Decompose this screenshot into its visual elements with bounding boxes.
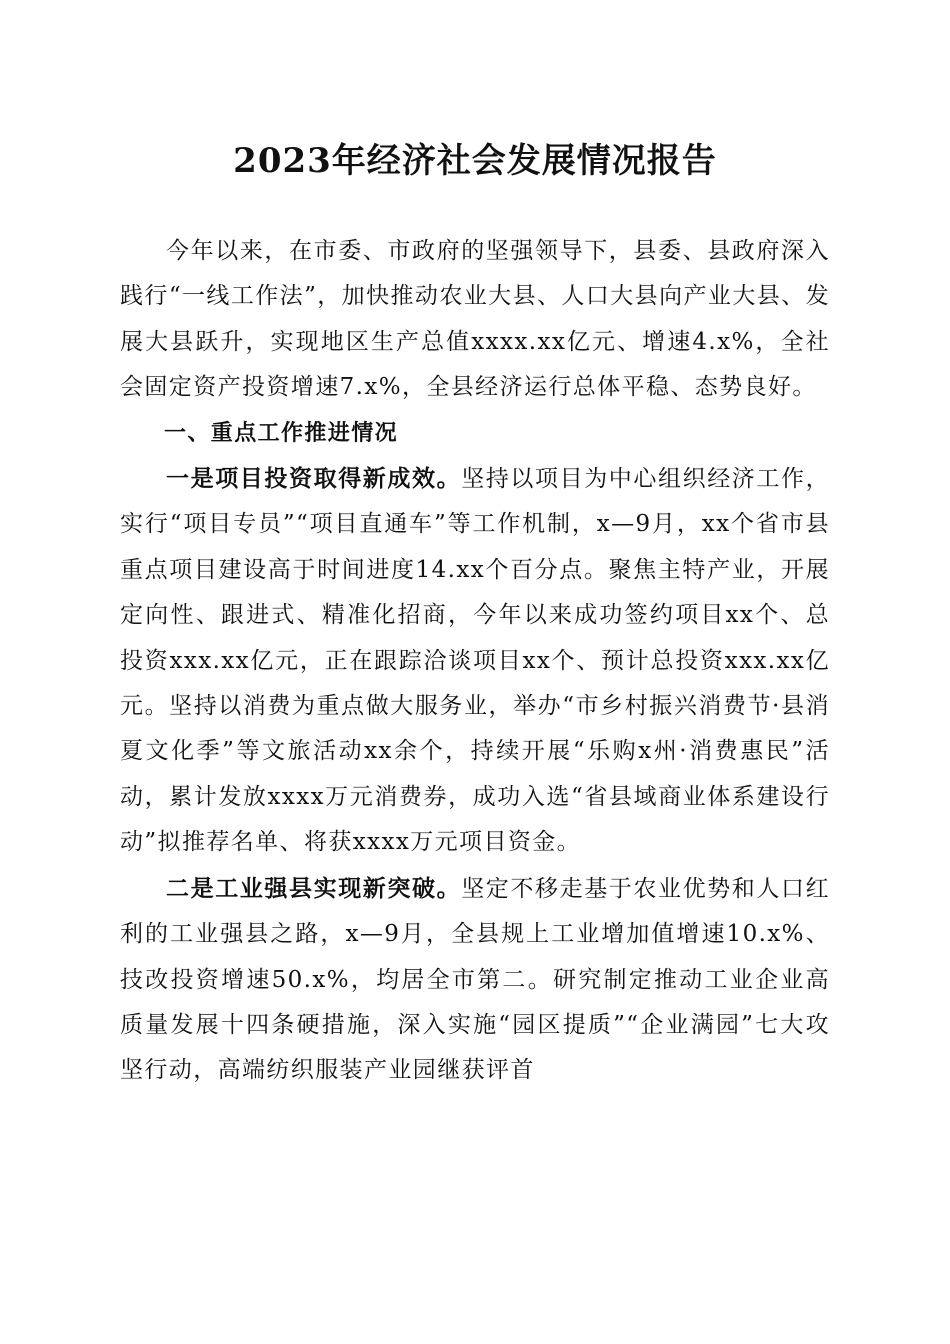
item-1-text: 坚持以项目为中心组织经济工作，实行“项目专员”“项目直通车”等工作机制，x—9月，xx个省市县重点项目建设高于时间进度14.xx个百分点。聚焦主特产业，开展定向性、跟进式、精准化招商，今年以来成功签约项目xx个、总投资xxx.xx亿元，正在跟踪洽谈项目xx个、预计总投资xxx.xx亿元。坚持以消费为重点做大服务业，举办“市乡村振兴消费节·县消夏文化季”等文旅活动xx余个，持续开展“乐购x州·消费惠民”活动，累计发放xxxx万元消费券，成功入选“省县域商业体系建设行动”拟推荐名单、将获xxxx万元项目资金。 — [120, 466, 830, 856]
item-1-lead: 一是项目投资取得新成效。 — [166, 465, 462, 493]
item-2-lead: 二是工业强县实现新突破。 — [166, 874, 462, 902]
section-heading: 一、重点工作推进情况 — [164, 420, 399, 446]
document-body — [120, 229, 830, 1094]
item-2-text: 坚定不移走基于农业优势和人口红利的工业强县之路，x—9月，全县规上工业增加值增速10.x%、技改投资增速50.x%，均居全市第二。研究制定推动工业企业高质量发展十四条硬措施，深入实施“园区提质”“企业满园”七大攻坚行动，高端纺织服装产业园继获评首 — [120, 875, 830, 1084]
item-1-paragraph — [120, 456, 830, 866]
item-2-paragraph — [120, 866, 830, 1094]
document-title: 2023年经济社会发展情况报告 — [233, 141, 717, 181]
intro-paragraph: 今年以来，在市委、市政府的坚强领导下，县委、县政府深入践行“一线工作法”，加快推动农业大县、人口大县向产业大县、发展大县跃升，实现地区生产总值xxxx.xx亿元、增速4.x%，全社会固定资产投资增速7.x%，全县经济运行总体平稳、态势良好。 — [120, 238, 830, 401]
